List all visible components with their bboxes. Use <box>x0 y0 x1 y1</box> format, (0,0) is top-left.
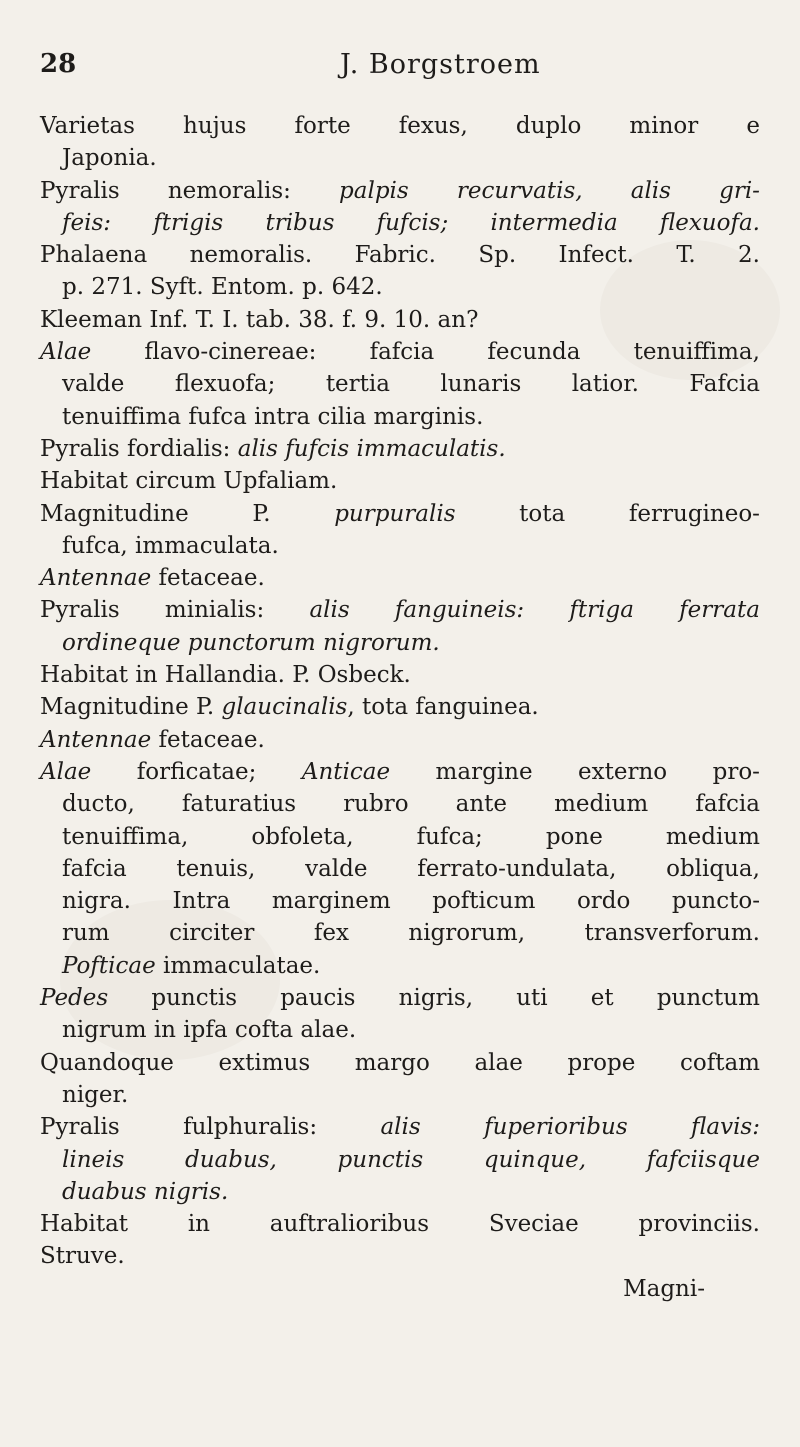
text-run: fetaceae. <box>151 565 265 592</box>
text-run: Kleeman Inf. T. I. tab. 38. f. 9. 10. an? <box>40 306 479 333</box>
word: alis <box>380 1114 421 1141</box>
catchword: Magni- <box>623 1275 705 1302</box>
text-line <box>40 1176 760 1208</box>
word: pofticum <box>432 888 536 915</box>
word: Pyralis <box>40 177 120 204</box>
word: duplo <box>515 113 582 139</box>
page-number: 28 <box>40 49 77 79</box>
word: lineis <box>62 1146 125 1173</box>
text-line <box>40 401 760 433</box>
text-run: ordineque punctorum nigrorum. <box>62 629 440 656</box>
text-line <box>40 271 760 303</box>
word: Anticae <box>301 758 391 785</box>
word: Varietas <box>40 113 135 139</box>
word: intermedia <box>490 209 618 236</box>
word: puncto- <box>671 888 760 915</box>
word: provinciis. <box>638 1211 760 1238</box>
word: tenuiffima, <box>62 823 189 850</box>
text-line <box>40 950 760 982</box>
text-line <box>40 142 760 174</box>
text-line <box>40 1144 760 1176</box>
word: e <box>746 113 760 139</box>
word: medium <box>554 791 649 818</box>
word: 2. <box>738 242 760 269</box>
word: gri- <box>719 177 760 204</box>
word: alis <box>309 597 350 624</box>
text-line <box>40 594 760 626</box>
word: Fabric. <box>354 242 436 269</box>
word: feis: <box>62 209 112 236</box>
word: Alae <box>40 758 92 785</box>
word: medium <box>665 823 760 850</box>
text-run: fetaceae. <box>151 726 265 753</box>
text-line <box>40 1047 760 1079</box>
text-line <box>40 627 760 659</box>
word: fafcia <box>695 791 760 818</box>
text-run: Antennae <box>40 565 152 592</box>
text-line <box>40 562 760 594</box>
word: tenuis, <box>176 855 256 882</box>
word: margo <box>354 1049 430 1076</box>
word: minor <box>629 113 699 139</box>
text-run: glaucinalis <box>221 694 348 721</box>
text-line <box>40 917 760 949</box>
word: alis <box>630 177 671 204</box>
word: marginem <box>271 888 391 915</box>
text-line <box>40 1111 760 1143</box>
word: ordo <box>576 888 631 915</box>
text-line <box>40 433 760 465</box>
word: fexus, <box>398 113 468 139</box>
text-line <box>40 465 760 497</box>
word: ferrata <box>679 597 760 624</box>
text-run: nigrum in ipfa cofta alae. <box>62 1017 357 1044</box>
word: Alae <box>40 339 92 366</box>
word: pro- <box>712 758 760 785</box>
text-run: Pofticae <box>62 952 156 979</box>
word: faturatius <box>181 791 297 818</box>
text-run: immaculatae. <box>155 952 321 979</box>
text-line <box>40 304 760 336</box>
word: tenuiffima, <box>633 339 760 366</box>
text-line <box>40 821 760 853</box>
word: quinque, <box>483 1146 587 1173</box>
word: circiter <box>169 920 255 947</box>
word: ferrugineo- <box>628 500 760 527</box>
word: forte <box>294 113 351 139</box>
word: Infect. <box>558 242 634 269</box>
running-head: J. Borgstroem <box>340 49 541 80</box>
word: purpuralis <box>334 500 456 527</box>
word: fufca; <box>416 823 483 850</box>
text-line <box>40 1014 760 1046</box>
text-line <box>40 239 760 271</box>
word: Quandoque <box>40 1049 174 1076</box>
text-run: Habitat circum Upfaliam. <box>40 468 338 495</box>
text-line <box>40 788 760 820</box>
text-line <box>40 659 760 691</box>
word: transverforum. <box>584 920 760 947</box>
word: T. <box>676 242 696 269</box>
word: tertia <box>325 371 390 398</box>
word: flexuofa. <box>659 209 760 236</box>
text-run: Pyralis fordialis: <box>40 435 238 462</box>
text-run: niger. <box>62 1081 129 1108</box>
text-line <box>40 853 760 885</box>
word: flavis: <box>691 1114 760 1141</box>
word: hujus <box>183 113 247 139</box>
word: fafcia <box>369 339 435 366</box>
text-line <box>40 1079 760 1111</box>
text-line <box>40 336 760 368</box>
word: palpis <box>339 177 409 204</box>
word: extimus <box>218 1049 311 1076</box>
word: flexuofa; <box>174 371 276 398</box>
word: Habitat <box>40 1211 129 1238</box>
word: Pedes <box>40 985 109 1012</box>
page-header <box>40 45 760 85</box>
word: Magnitudine <box>40 500 189 527</box>
word: obfoleta, <box>251 823 354 850</box>
word: duabus, <box>184 1146 277 1173</box>
text-line <box>40 691 760 723</box>
word: rubro <box>343 791 409 818</box>
text-body <box>40 110 760 1305</box>
word: fex <box>313 920 349 947</box>
text-run: , tota fanguinea. <box>347 694 539 721</box>
word: auftralioribus <box>269 1211 430 1238</box>
text-run: duabus nigris. <box>62 1178 229 1205</box>
word: punctis <box>337 1146 424 1173</box>
word: fuperioribus <box>484 1114 628 1141</box>
text-line <box>40 982 760 1014</box>
word: pone <box>545 823 603 850</box>
word: prope <box>567 1049 636 1076</box>
word: forficatae; <box>136 758 257 785</box>
word: obliqua, <box>666 855 760 882</box>
word: lunaris <box>440 371 522 398</box>
text-run: Japonia. <box>62 145 157 172</box>
word: fanguineis: <box>394 597 525 624</box>
word: fafciisque <box>646 1146 760 1173</box>
text-line <box>40 175 760 207</box>
text-line <box>40 1208 760 1240</box>
word: alae <box>474 1049 523 1076</box>
word: ftrigis <box>153 209 224 236</box>
word: fecunda <box>487 339 581 366</box>
word: nemoralis: <box>167 177 291 204</box>
text-run: alis fufcis immaculatis. <box>237 435 506 462</box>
word: ducto, <box>62 791 135 818</box>
word: Fafcia <box>689 371 760 398</box>
word: rum <box>62 920 110 947</box>
word: Phalaena <box>40 242 148 269</box>
word: ftriga <box>569 597 634 624</box>
word: punctum <box>656 985 760 1012</box>
word: tribus <box>265 209 335 236</box>
text-run: Magnitudine P. <box>40 694 222 721</box>
word: Pyralis <box>40 1114 120 1141</box>
text-run: tenuiffima fufca intra cilia marginis. <box>62 403 484 430</box>
text-run: Antennae <box>40 726 152 753</box>
word: punctis <box>151 985 238 1012</box>
word: nigra. <box>62 888 131 915</box>
text-line <box>40 885 760 917</box>
word: valde <box>62 371 125 398</box>
text-run: Habitat in Hallandia. P. Osbeck. <box>40 662 411 689</box>
text-line <box>40 530 760 562</box>
word: margine <box>435 758 533 785</box>
text-line <box>40 110 760 142</box>
word: externo <box>578 758 668 785</box>
word: recurvatis, <box>456 177 583 204</box>
text-run: fufca, immaculata. <box>62 532 279 559</box>
word: uti <box>516 985 548 1012</box>
word: Pyralis <box>40 597 120 624</box>
word: Sp. <box>478 242 517 269</box>
text-line <box>40 207 760 239</box>
text-run: p. 271. Syft. Entom. p. 642. <box>62 274 383 301</box>
text-line <box>40 756 760 788</box>
word: et <box>590 985 614 1012</box>
text-run: Struve. <box>40 1243 125 1270</box>
word: nemoralis. <box>189 242 313 269</box>
word: minialis: <box>164 597 265 624</box>
text-line <box>40 724 760 756</box>
text-line <box>40 368 760 400</box>
word: Sveciae <box>488 1211 579 1238</box>
word: P. <box>252 500 271 527</box>
word: paucis <box>280 985 356 1012</box>
word: in <box>187 1211 210 1238</box>
text-line <box>40 1240 760 1272</box>
word: coftam <box>679 1049 760 1076</box>
word: fufcis; <box>376 209 449 236</box>
word: flavo-cinereae: <box>144 339 317 366</box>
word: nigrorum, <box>408 920 526 947</box>
word: fafcia <box>62 855 127 882</box>
word: fulphuralis: <box>183 1114 318 1141</box>
word: latior. <box>571 371 639 398</box>
word: Intra <box>172 888 231 915</box>
word: ferrato-undulata, <box>417 855 617 882</box>
word: nigris, <box>398 985 474 1012</box>
text-line <box>40 498 760 530</box>
word: tota <box>519 500 566 527</box>
word: valde <box>305 855 368 882</box>
word: ante <box>455 791 508 818</box>
